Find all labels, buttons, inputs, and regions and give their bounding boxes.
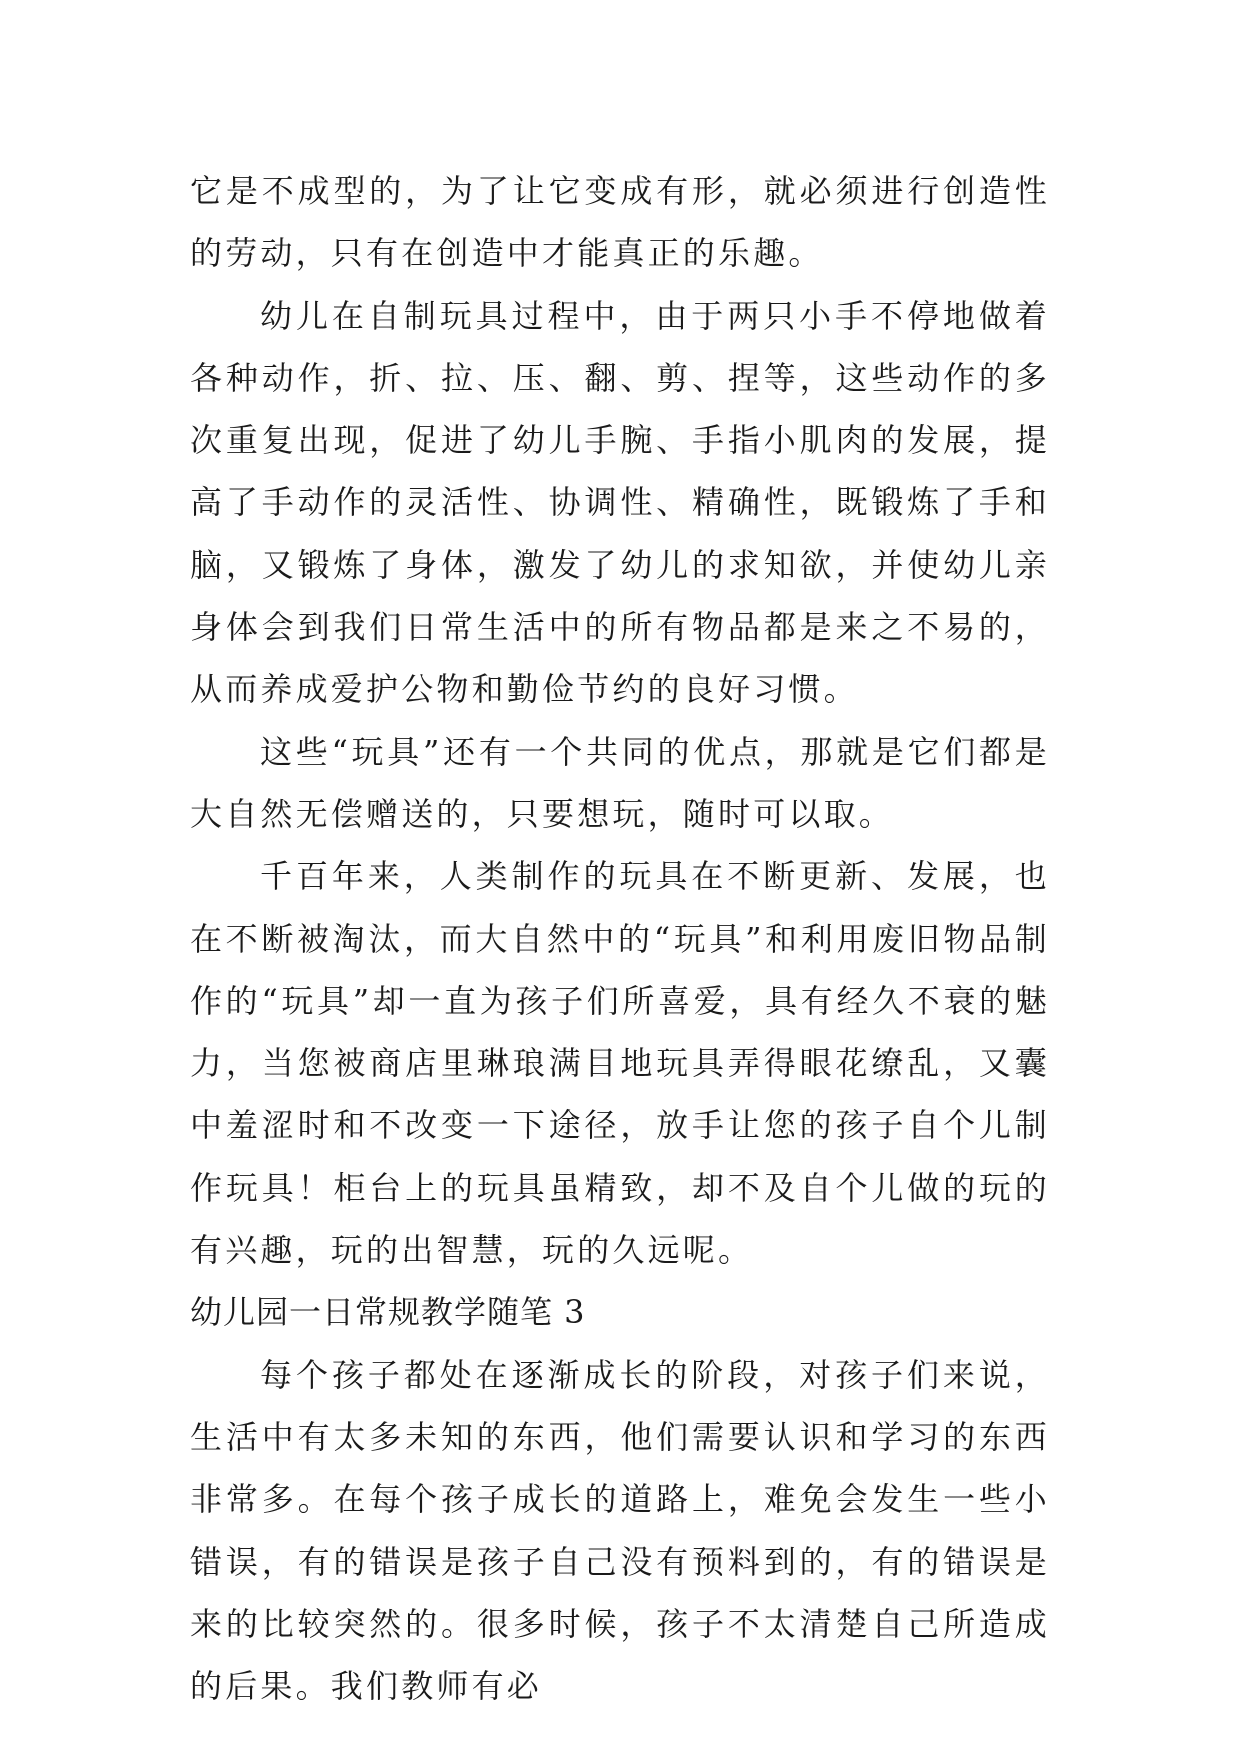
- paragraph-thousand-years: 千百年来，人类制作的玩具在不断更新、发展，也在不断被淘汰，而大自然中的“玩具”和利用废旧物品制作的“玩具”却一直为孩子们所喜爱，具有经久不衰的魅力，当您被商店里琳琅满目地玩具弄得眼花缭乱，又囊中羞涩时和不改变一下途径，放手让您的孩子自个儿制作玩具！柜台上的玩具虽精致，却不及自个儿做的玩的有兴趣，玩的出智慧，玩的久远呢。: [190, 857, 1050, 1270]
- document-body: [190, 160, 1050, 1717]
- paragraph-continuation: 它是不成型的，为了让它变成有形，就必须进行创造性的劳动，只有在创造中才能真正的乐趣。: [190, 172, 1050, 273]
- paragraph-children-growth: 每个孩子都处在逐渐成长的阶段，对孩子们来说，生活中有太多未知的东西，他们需要认识和学习的东西非常多。在每个孩子成长的道路上，难免会发生一些小错误，有的错误是孩子自己没有预料到的，有的错误是来的比较突然的。很多时候，孩子不太清楚自己所造成的后果。我们教师有必: [190, 1355, 1050, 1706]
- paragraph-nature-toys: 这些“玩具”还有一个共同的优点，那就是它们都是大自然无偿赠送的，只要想玩，随时可以取。: [190, 732, 1050, 833]
- paragraph-self-made-toys: 幼儿在自制玩具过程中，由于两只小手不停地做着各种动作，折、拉、压、翻、剪、捏等，这些动作的多次重复出现，促进了幼儿手腕、手指小肌肉的发展，提高了手动作的灵活性、协调性、精确性，既锻炼了手和脑，又锻炼了身体，激发了幼儿的求知欲，并使幼儿亲身体会到我们日常生活中的所有物品都是来之不易的，从而养成爱护公物和勤俭节约的良好习惯。: [190, 296, 1050, 709]
- section-heading: 幼儿园一日常规教学随笔 3: [190, 1293, 586, 1332]
